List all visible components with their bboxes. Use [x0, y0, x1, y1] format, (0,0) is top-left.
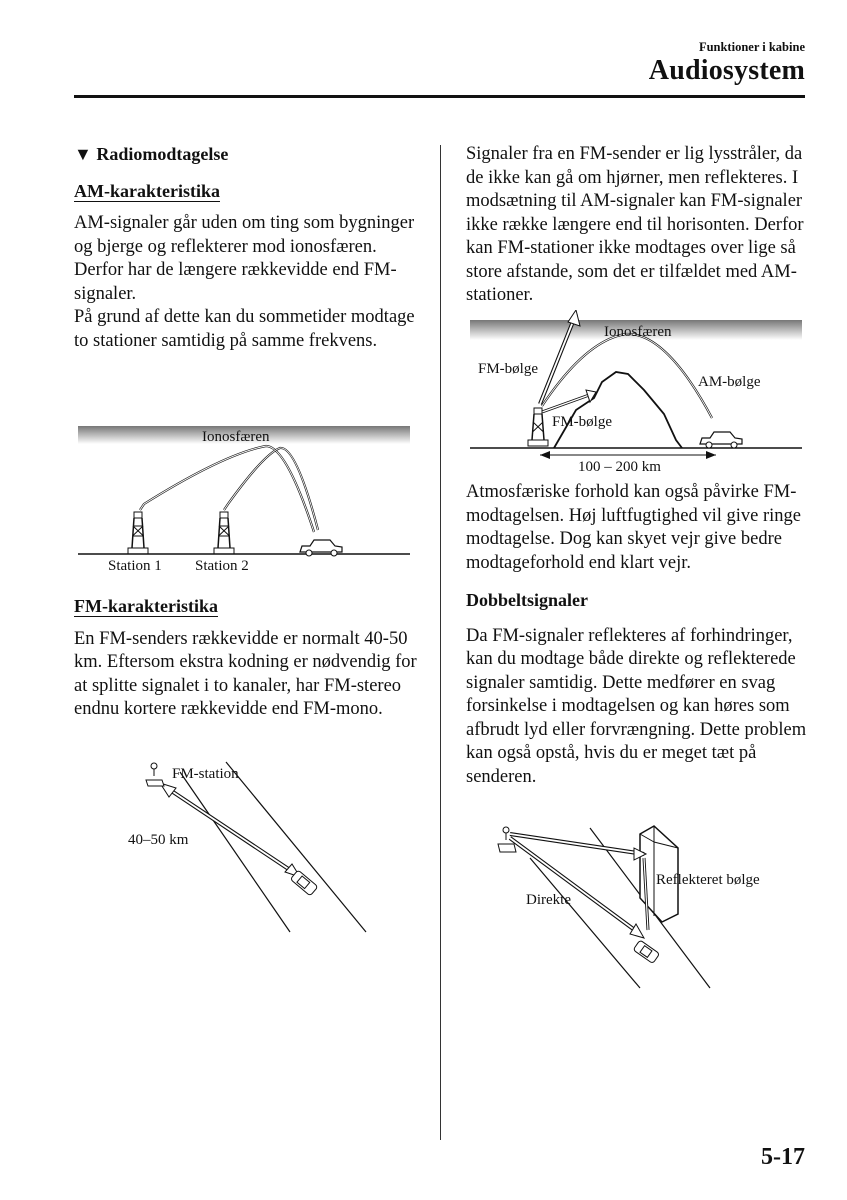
page-number: 5-17	[761, 1144, 805, 1170]
fm-paragraph-3: Atmosfæriske forhold kan også påvirke FM-modtagelsen. Høj luftfugtighed vil give ringe modtagelse. Dog kan skyet vejr give bedre modtageforhold end klart vejr.	[466, 482, 801, 573]
am-paragraph-3: På grund af dette kan du sommetider modtage to stationer samtidig på samme frekvens.	[74, 307, 415, 351]
header-divider	[74, 95, 805, 98]
am-diagram	[74, 424, 414, 587]
double-signal-diagram	[490, 818, 790, 995]
am-paragraph-1: AM-signaler går uden om ting som bygninger og bjerge og reflekterer mod ionosfæren.	[74, 213, 415, 257]
ionosphere-label: Ionosfæren	[202, 429, 270, 445]
car-icon	[700, 432, 742, 448]
ionosphere-label: Ionosfæren	[604, 324, 672, 340]
column-divider	[440, 145, 441, 1140]
station-2-label: Station 2	[195, 558, 249, 574]
right-column-middle	[466, 481, 816, 789]
left-column-top	[74, 143, 424, 353]
fm-station-label: FM-station	[172, 766, 239, 782]
double-signal-heading: Dobbeltsignaler	[466, 590, 589, 610]
left-column-bottom	[74, 595, 424, 722]
radio-heading: ▼ Radiomodtagelse	[74, 144, 229, 164]
tower-icon	[128, 512, 148, 554]
car-icon	[290, 870, 318, 896]
double-signal-paragraph: Da FM-signaler reflekteres af forhindringer, kan du modtage både direkte og reflekterede signaler samtidig. Dette medfører en svag forsinkelse i modtagelsen og kan høres som afbrudt lyd eller forvrængning. Dette problem kan også opstå, hvis du er meget tæt på senderen.	[466, 625, 807, 787]
car-icon	[633, 940, 660, 964]
distance-label: 40–50 km	[128, 832, 189, 848]
fm-station-icon	[146, 763, 164, 786]
am-wave-label: AM-bølge	[698, 374, 761, 390]
fm-am-diagram	[466, 310, 806, 483]
fm-range-diagram	[110, 752, 380, 942]
reflected-wave-label: Reflekteret bølge	[656, 872, 760, 888]
section-title: Funktioner i kabine	[698, 40, 805, 54]
tower-icon	[214, 512, 234, 554]
am-heading: AM-karakteristika	[74, 180, 220, 201]
tower-icon	[528, 408, 548, 446]
distance-label: 100 – 200 km	[578, 459, 661, 475]
fm-paragraph-1: En FM-senders rækkevidde er normalt 40-50 km. Eftersom ekstra kodning er nødvendig for at splitte signalet i to kanaler, har FM-stereo endnu kortere rækkevidde end FM-mono.	[74, 628, 417, 719]
right-column-top	[466, 143, 816, 308]
fm-wave-label-low: FM-bølge	[552, 414, 612, 430]
am-paragraph-2: Derfor har de længere rækkevidde end FM-signaler.	[74, 260, 397, 304]
direct-wave-label: Direkte	[526, 892, 571, 908]
fm-wave-label-top: FM-bølge	[478, 361, 538, 377]
page-title: Audiosystem	[648, 55, 805, 86]
station-1-label: Station 1	[108, 558, 162, 574]
fm-heading: FM-karakteristika	[74, 596, 218, 616]
fm-paragraph-2: Signaler fra en FM-sender er lig lysstråler, da de ikke kan gå om hjørner, men reflekteres. I modsætning til AM-signaler kan FM-signaler ikke række længere end til horisonten. Derfor kan FM-stationer ikke modtages over lige så store afstande, som det er tilfældet med AM-stationer.	[466, 144, 804, 305]
